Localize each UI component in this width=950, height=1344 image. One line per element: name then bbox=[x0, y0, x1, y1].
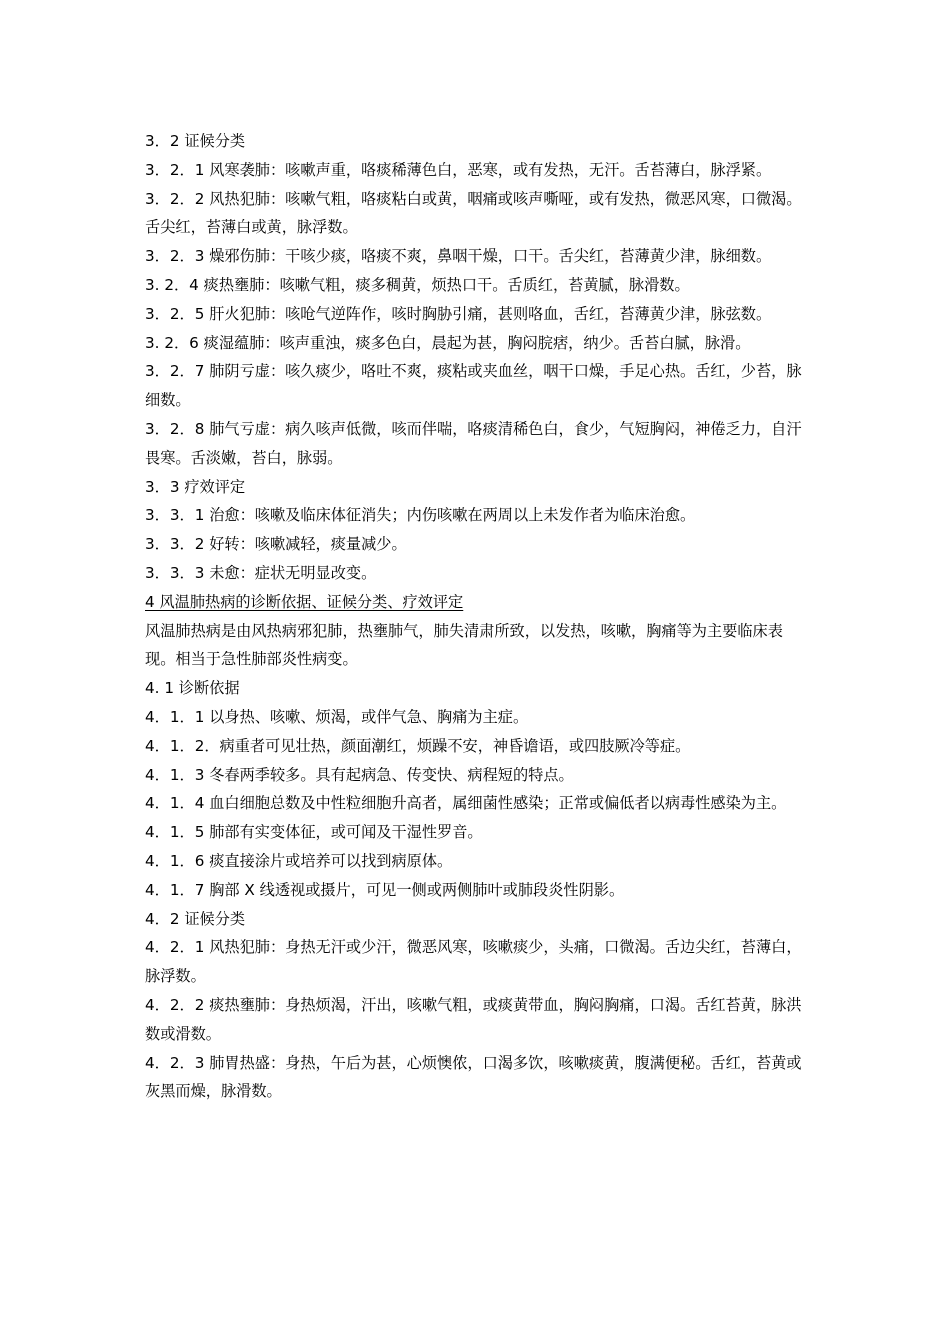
efficacy-item: 3．3．1 治愈：咳嗽及临床体征消失；内伤咳嗽在两周以上未发作者为临床治愈。 bbox=[145, 506, 696, 525]
syndrome-item: 3．2．3 燥邪伤肺：干咳少痰，咯痰不爽，鼻咽干燥，口干。舌尖红，苔薄黄少津，脉细数。 bbox=[145, 247, 772, 266]
section-heading: 4．2 证候分类 bbox=[145, 909, 246, 928]
diagnosis-item: 4．1．2．病重者可见壮热，颜面潮红，烦躁不安，神昏谵语，或四肢厥冷等症。 bbox=[145, 736, 691, 755]
syndrome-item: 3. 2．4 痰热壅肺：咳嗽气粗，痰多稠黄，烦热口干。舌质红，苔黄腻，脉滑数。 bbox=[145, 275, 690, 294]
syndrome-item: 3．2．7 肺阴亏虚：咳久痰少，咯吐不爽，痰粘或夹血丝，咽干口燥，手足心热。舌红，少苔，脉细数。 bbox=[145, 362, 802, 410]
intro-paragraph: 风温肺热病是由风热病邪犯肺，热壅肺气，肺失清肃所致，以发热，咳嗽，胸痛等为主要临床表现。相当于急性肺部炎性病变。 bbox=[145, 621, 783, 669]
diagnosis-item: 4．1．5 肺部有实变体征，或可闻及干湿性罗音。 bbox=[145, 823, 483, 842]
syndrome-item: 3. 2．6 痰湿蕴肺：咳声重浊，痰多色白，晨起为甚，胸闷脘痞，纳少。舌苔白腻，脉滑。 bbox=[145, 333, 751, 352]
section-heading: 4. 1 诊断依据 bbox=[145, 679, 240, 698]
chapter-heading: 4 风温肺热病的诊断依据、证候分类、疗效评定 bbox=[145, 592, 464, 611]
syndrome-item: 4．2．1 风热犯肺：身热无汗或少汗，微恶风寒，咳嗽痰少，头痛，口微渴。舌边尖红，苔薄白，脉浮数。 bbox=[145, 938, 802, 986]
syndrome-item: 3．2．5 肝火犯肺：咳呛气逆阵作，咳时胸胁引痛，甚则咯血，舌红，苔薄黄少津，脉弦数。 bbox=[145, 304, 772, 323]
syndrome-item: 3．2．8 肺气亏虚：病久咳声低微，咳而伴喘，咯痰清稀色白，食少，气短胸闷，神倦乏力，自汗畏寒。舌淡嫩，苔白，脉弱。 bbox=[145, 419, 802, 467]
syndrome-item: 4．2．2 痰热壅肺：身热烦渴，汗出，咳嗽气粗，或痰黄带血，胸闷胸痛，口渴。舌红苔黄，脉洪数或滑数。 bbox=[145, 995, 802, 1043]
diagnosis-item: 4．1．1 以身热、咳嗽、烦渴，或伴气急、胸痛为主症。 bbox=[145, 707, 529, 726]
document-body bbox=[145, 127, 810, 1106]
diagnosis-item: 4．1．7 胸部 X 线透视或摄片，可见一侧或两侧肺叶或肺段炎性阴影。 bbox=[145, 880, 625, 899]
syndrome-item: 3．2．2 风热犯肺：咳嗽气粗，咯痰粘白或黄，咽痛或咳声嘶哑，或有发热，微恶风寒，口微渴。舌尖红，苔薄白或黄，脉浮数。 bbox=[145, 189, 802, 237]
diagnosis-item: 4．1．4 血白细胞总数及中性粒细胞升高者，属细菌性感染；正常或偏低者以病毒性感染为主。 bbox=[145, 794, 787, 813]
section-heading: 3．2 证候分类 bbox=[145, 132, 246, 150]
efficacy-item: 3．3．2 好转：咳嗽减轻，痰量减少。 bbox=[145, 535, 407, 554]
diagnosis-item: 4．1．3 冬春两季较多。具有起病急、传变快、病程短的特点。 bbox=[145, 765, 574, 784]
diagnosis-item: 4．1．6 痰直接涂片或培养可以找到病原体。 bbox=[145, 851, 453, 870]
efficacy-item: 3．3．3 未愈：症状无明显改变。 bbox=[145, 563, 377, 582]
section-heading: 3．3 疗效评定 bbox=[145, 477, 246, 496]
syndrome-item: 3．2．1 风寒袭肺：咳嗽声重，咯痰稀薄色白，恶寒，或有发热，无汗。舌苔薄白，脉浮紧。 bbox=[145, 160, 772, 179]
syndrome-item: 4．2．3 肺胃热盛：身热，午后为甚，心烦懊侬，口渴多饮，咳嗽痰黄，腹满便秘。舌红，苔黄或灰黑而燥，脉滑数。 bbox=[145, 1053, 802, 1101]
